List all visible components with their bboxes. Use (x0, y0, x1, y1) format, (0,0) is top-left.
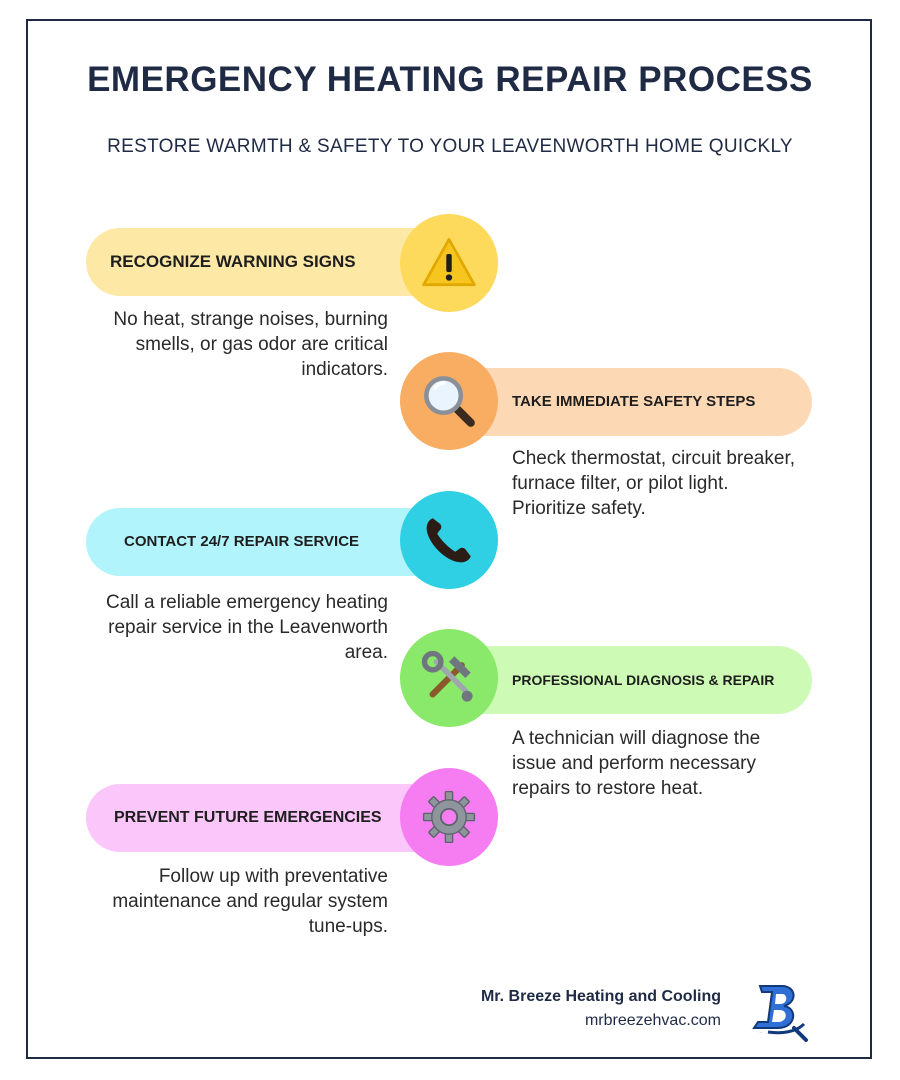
gear-icon (420, 788, 478, 846)
step-5-label: PREVENT FUTURE EMERGENCIES (114, 808, 382, 826)
step-3-description: Call a reliable emergency heating repair service in the Leavenworth area. (106, 592, 388, 663)
page-title: EMERGENCY HEATING REPAIR PROCESS (87, 60, 813, 99)
phone-icon (420, 511, 478, 569)
step-1-label: RECOGNIZE WARNING SIGNS (110, 252, 356, 272)
step-3-label: CONTACT 24/7 REPAIR SERVICE (124, 533, 360, 551)
step-4-description: A technician will diagnose the issue and perform necessary repairs to restore heat. (512, 728, 761, 799)
step-4-circle (400, 629, 498, 727)
page-subtitle: RESTORE WARMTH & SAFETY TO YOUR LEAVENWORTH HOME QUICKLY (107, 136, 793, 157)
step-1-description: No heat, strange noises, burning smells, or gas odor are critical indicators. (113, 309, 388, 380)
step-1-circle (400, 214, 498, 312)
magnifier-icon (420, 372, 478, 430)
mr-breeze-logo (738, 978, 810, 1042)
step-4-label: PROFESSIONAL DIAGNOSIS & REPAIR (512, 671, 775, 688)
step-5-circle (400, 768, 498, 866)
step-2-description: Check thermostat, circuit breaker, furnace filter, or pilot light. Prioritize safety. (512, 448, 795, 519)
step-2-circle (400, 352, 498, 450)
step-2-label: TAKE IMMEDIATE SAFETY STEPS (512, 393, 756, 411)
warning-icon (420, 234, 478, 292)
company-name: Mr. Breeze Heating and Cooling (480, 988, 721, 1005)
company-url[interactable]: mrbreezehvac.com (584, 1012, 721, 1029)
tools-icon (420, 649, 478, 707)
step-5-description: Follow up with preventative maintenance and regular system tune-ups. (112, 866, 388, 937)
step-3-circle (400, 491, 498, 589)
